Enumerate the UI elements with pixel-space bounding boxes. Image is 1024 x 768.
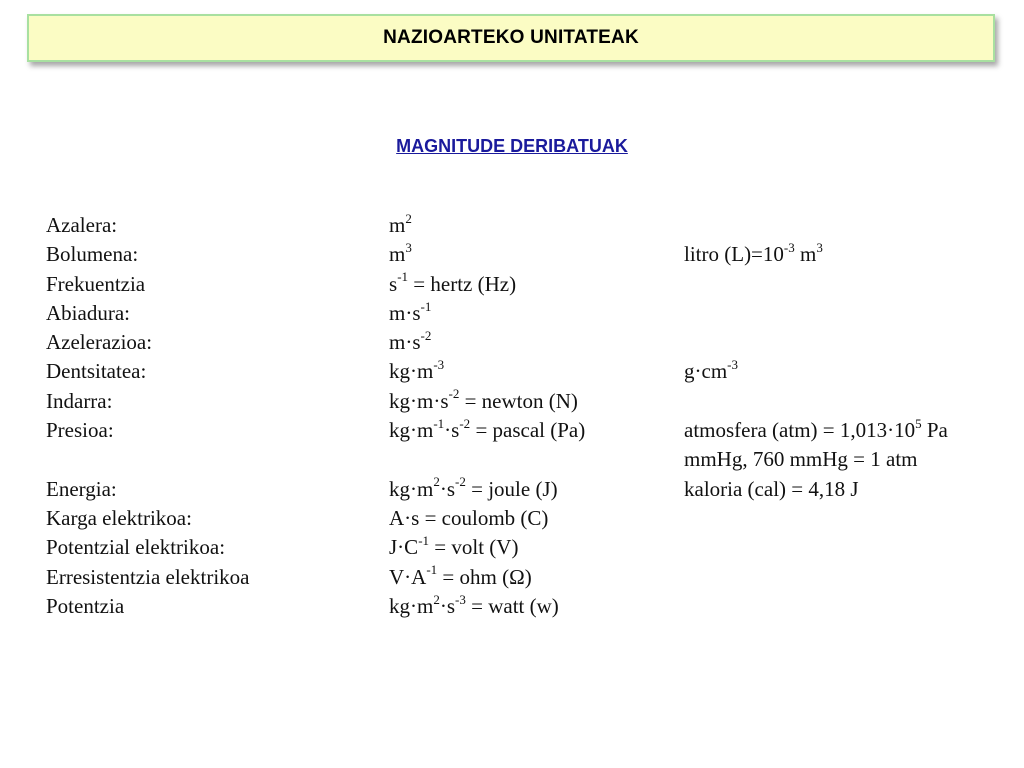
table-row	[46, 445, 1016, 474]
quantity-name: Dentsitatea:	[46, 359, 147, 384]
units-table	[46, 211, 1016, 621]
section-title: MAGNITUDE DERIBATUAK	[396, 136, 628, 156]
si-unit: $m\cdot s^{-1}$	[389, 298, 432, 325]
si-unit: $kg\cdot m^{-1}\cdot s^{-2}$ = pascal (Pa)	[389, 415, 586, 443]
table-row	[46, 240, 1016, 269]
other-unit: kaloria (cal) = 4,18 J	[684, 476, 859, 501]
quantity-name: Erresistentzia elektrikoa	[46, 564, 250, 589]
quantity-name: Abiadura:	[46, 300, 130, 325]
si-unit: $kg\cdot m^2\cdot s^{-3}$ = watt (w)	[389, 591, 559, 618]
other-unit: atmosfera $(atm) = 1,013\cdot 10^5$ Pa	[684, 415, 948, 443]
other-unit	[684, 533, 1016, 562]
table-row	[46, 270, 1016, 299]
table-row	[46, 563, 1016, 592]
si-unit: $J\cdot C^{-1}$ = volt (V)	[389, 532, 519, 560]
other-unit	[684, 592, 1016, 621]
si-unit: $V\cdot A^{-1}$ = ohm (Ω)	[389, 562, 532, 589]
table-row	[46, 211, 1016, 240]
table-row	[46, 504, 1016, 533]
si-unit: $m^3$	[389, 240, 412, 267]
other-unit	[684, 211, 1016, 240]
table-row	[46, 299, 1016, 328]
si-unit	[389, 445, 684, 474]
si-unit: $kg\cdot m^2\cdot s^{-2}$ = joule (J)	[389, 474, 558, 501]
quantity-name: Potentzia	[46, 593, 125, 618]
page-title: NAZIOARTEKO UNITATEAK	[383, 27, 639, 48]
table-row	[46, 387, 1016, 416]
si-unit: $kg\cdot m^{-3}$	[389, 357, 445, 384]
quantity-name: Potentzial elektrikoa:	[46, 535, 226, 560]
quantity-name	[46, 445, 389, 474]
other-unit	[684, 504, 1016, 533]
si-unit: $m^2$	[389, 210, 412, 237]
quantity-name: Frekuentzia	[46, 271, 146, 296]
quantity-name: Energia:	[46, 476, 117, 501]
quantity-name: Presioa:	[46, 418, 114, 443]
quantity-name: Azelerazioa:	[46, 330, 153, 355]
other-unit: litro $(L)=10^{-3}$ $m^3$	[684, 240, 823, 267]
table-row	[46, 475, 1016, 504]
table-row	[46, 328, 1016, 357]
quantity-name: Karga elektrikoa:	[46, 505, 192, 530]
si-unit: $s^{-1}$ = hertz (Hz)	[389, 269, 517, 296]
table-row	[46, 357, 1016, 386]
other-unit	[684, 270, 1016, 299]
table-row	[46, 416, 1016, 445]
si-unit: A·s = coulomb (C)	[389, 505, 549, 530]
section-heading	[0, 136, 1024, 157]
other-unit: mmHg, 760 mmHg = 1 atm	[684, 447, 918, 472]
other-unit	[684, 299, 1016, 328]
table-row	[46, 592, 1016, 621]
other-unit	[684, 328, 1016, 357]
other-unit: $g\cdot cm^{-3}$	[684, 357, 738, 384]
quantity-name: Azalera:	[46, 213, 118, 237]
si-unit: $kg\cdot m\cdot s^{-2}$ = newton (N)	[389, 386, 578, 413]
title-banner	[27, 14, 995, 62]
si-unit: $m\cdot s^{-2}$	[389, 327, 432, 355]
quantity-name: Bolumena:	[46, 242, 139, 267]
table-row	[46, 533, 1016, 562]
other-unit	[684, 387, 1016, 416]
other-unit	[684, 563, 1016, 592]
quantity-name: Indarra:	[46, 388, 113, 413]
